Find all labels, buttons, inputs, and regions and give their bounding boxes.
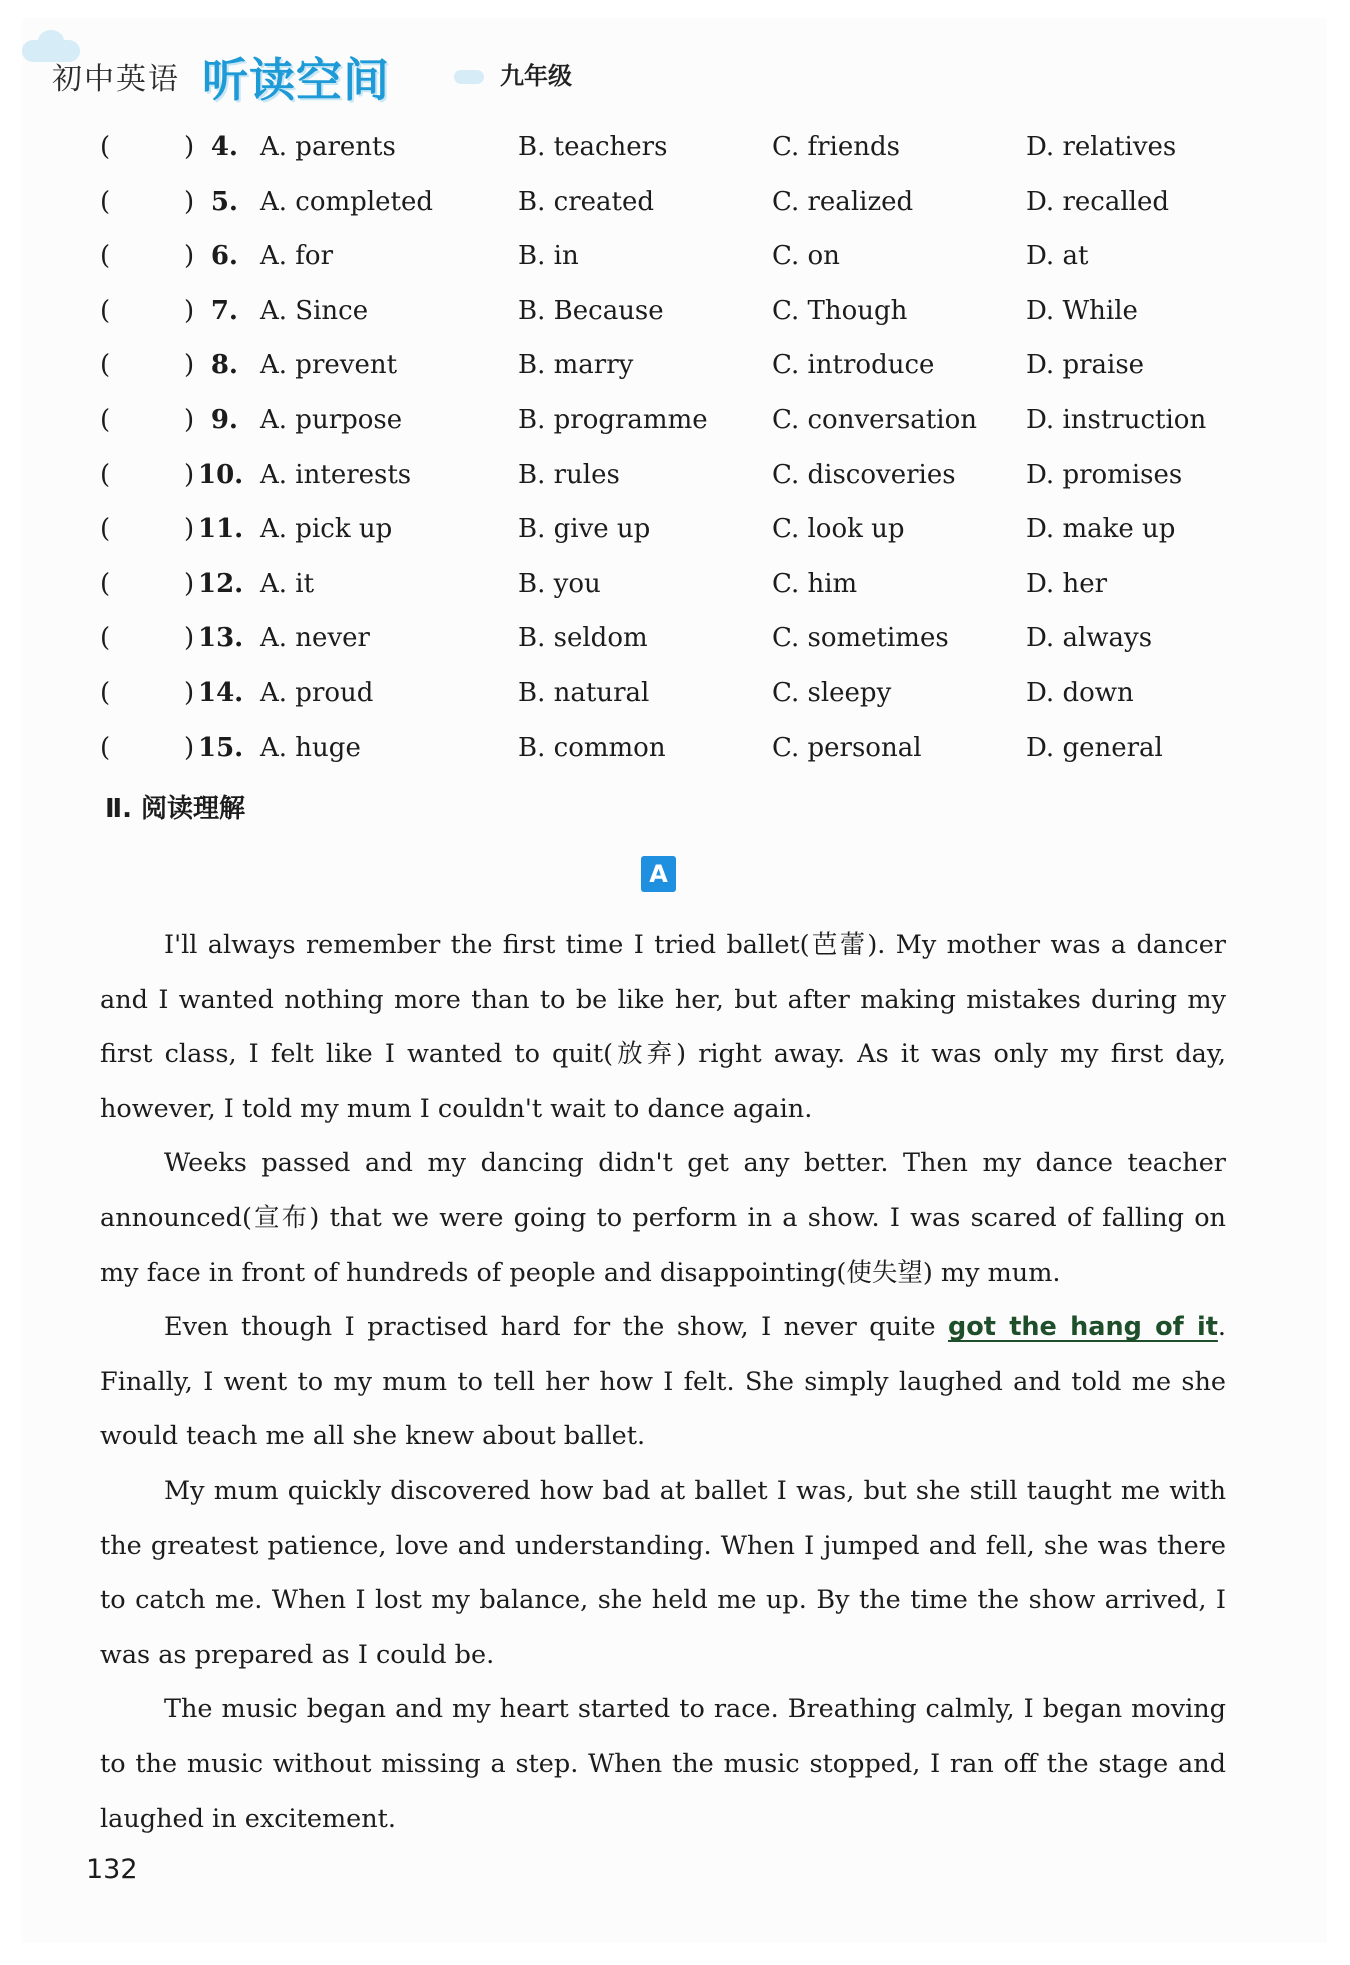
option-b: B. teachers [518,132,668,162]
option-b: B. created [518,186,654,217]
answer-paren-open: ( [100,241,111,272]
option-b: B. Because [518,295,664,326]
question-number: 13. [198,623,244,654]
cloud-dot-icon [454,70,484,84]
option-d: D. relatives [1026,132,1177,162]
option-b: B. in [518,241,579,272]
option-a: A. it [260,568,315,599]
answer-paren-open: ( [100,186,111,217]
answer-paren-close: ) [184,186,195,217]
option-c: C. friends [772,132,900,162]
option-row [100,676,1250,731]
paragraph-text: . Finally, I went to my mum to tell her how I felt. She simply laughed and told me she would teach me all she knew about ballet. [100,1312,1226,1452]
question-number: 7. [210,295,238,326]
passage-label-badge: A [641,856,676,892]
option-b: B. seldom [518,623,648,654]
option-a: A. pick up [260,514,393,545]
option-a: A. never [260,623,370,654]
question-number: 4. [210,132,238,162]
underlined-phrase: got the hang of it [948,1312,1218,1343]
option-c: C. sometimes [772,623,949,654]
option-d: D. instruction [1026,404,1207,435]
page-header [22,40,722,110]
question-number: 12. [198,568,244,599]
paragraph: My mum quickly discovered how bad at ballet I was, but she still taught me with the greatest patience, love and understanding. When I jumped and fell, she was there to catch me. When I lost my balance, she held me up. By the time the show arrived, I was as prepared as I could be. [100,1475,1226,1670]
answer-paren-close: ) [184,568,195,599]
option-row [100,130,1250,185]
option-c: C. realized [772,186,914,217]
option-d: D. at [1026,241,1089,272]
option-d: D. general [1026,732,1163,763]
question-number: 11. [198,514,244,545]
option-c: C. him [772,568,858,599]
book-name: 初中英语 [52,62,180,97]
option-b: B. marry [518,350,634,381]
option-b: B. programme [518,404,708,435]
answer-paren-open: ( [100,295,111,326]
option-d: D. down [1026,677,1134,708]
option-row [100,348,1250,403]
option-a: A. purpose [260,404,403,435]
option-row [100,458,1250,513]
option-row [100,294,1250,349]
option-c: C. personal [772,732,922,763]
answer-paren-close: ) [184,241,195,272]
paragraph: Weeks passed and my dancing didn't get any better. Then my dance teacher announced(宣布) that we were going to perform in a show. I was scared of falling on my face in front of hundreds of people and disappointing(使失望) my mum. [100,1148,1226,1288]
answer-paren-open: ( [100,459,111,490]
option-d: D. recalled [1026,186,1169,217]
question-number: 5. [210,186,238,217]
question-number: 6. [210,241,238,272]
option-a: A. parents [260,132,396,162]
option-d: D. always [1026,623,1153,654]
answer-paren-open: ( [100,350,111,381]
answer-paren-open: ( [100,514,111,545]
option-c: C. on [772,241,840,272]
question-number: 15. [198,732,244,763]
option-c: C. look up [772,514,905,545]
answer-paren-close: ) [184,350,195,381]
option-d: D. promises [1026,459,1183,490]
answer-paren-open: ( [100,404,111,435]
option-row [100,567,1250,622]
cloze-options-list [100,130,1250,785]
option-b: B. common [518,732,666,763]
answer-paren-open: ( [100,132,111,162]
option-b: B. you [518,568,601,599]
answer-paren-close: ) [184,132,195,162]
option-c: C. Though [772,295,908,326]
answer-paren-close: ) [184,677,195,708]
brand-logo: 听读空间 [202,53,390,107]
grade-label: 九年级 [500,62,572,90]
answer-paren-open: ( [100,623,111,654]
option-b: B. rules [518,459,620,490]
option-row [100,512,1250,567]
option-c: C. discoveries [772,459,956,490]
answer-paren-close: ) [184,459,195,490]
option-a: A. interests [260,459,412,490]
question-number: 10. [198,459,244,490]
option-row [100,621,1250,676]
option-d: D. her [1026,568,1108,599]
answer-paren-close: ) [184,623,195,654]
option-a: A. prevent [260,350,398,381]
reading-passage [100,918,1226,1846]
option-row [100,403,1250,458]
paragraph [100,1300,1226,1464]
option-d: D. praise [1026,350,1145,381]
answer-paren-close: ) [184,404,195,435]
option-b: B. natural [518,677,650,708]
option-c: C. introduce [772,350,935,381]
page-number: 132 [86,1854,138,1885]
option-c: C. sleepy [772,677,892,708]
option-row [100,731,1250,786]
answer-paren-close: ) [184,514,195,545]
paragraph: I'll always remember the first time I tried ballet(芭蕾). My mother was a dancer and I wanted nothing more than to be like her, but after making mistakes during my first class, I felt like I wanted to quit(放弃) right away. As it was only my first day, however, I told my mum I couldn't wait to dance again. [100,930,1226,1124]
option-a: A. huge [260,732,361,763]
answer-paren-close: ) [184,295,195,326]
question-number: 9. [210,404,238,435]
option-a: A. for [260,241,334,272]
section-heading: Ⅱ. 阅读理解 [105,794,246,824]
option-a: A. proud [260,677,374,708]
option-a: A. Since [260,295,369,326]
answer-paren-open: ( [100,677,111,708]
paragraph: The music began and my heart started to race. Breathing calmly, I began moving to the music without missing a step. When the music stopped, I ran off the stage and laughed in excitement. [100,1694,1226,1834]
option-d: D. make up [1026,514,1176,545]
option-c: C. conversation [772,404,977,435]
answer-paren-close: ) [184,732,195,763]
option-row [100,185,1250,240]
option-row [100,239,1250,294]
answer-paren-open: ( [100,732,111,763]
answer-paren-open: ( [100,568,111,599]
option-b: B. give up [518,514,651,545]
question-number: 8. [210,350,238,381]
paragraph-text: Even though I practised hard for the show, I never quite [164,1312,949,1343]
option-a: A. completed [260,186,433,217]
question-number: 14. [198,677,244,708]
option-d: D. While [1026,295,1138,326]
